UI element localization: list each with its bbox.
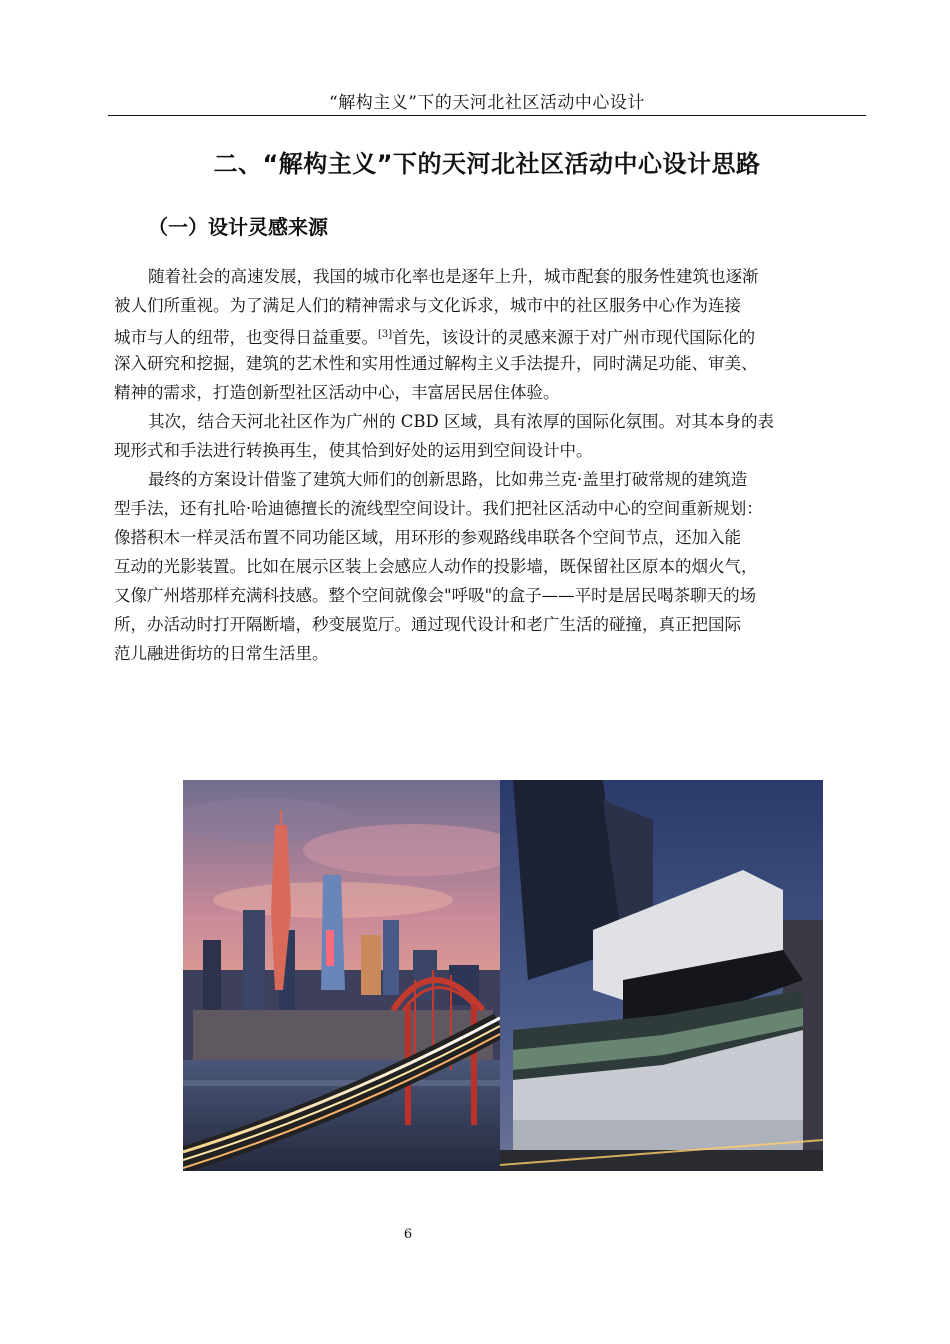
running-header: “解构主义”下的天河北社区活动中心设计 [329,93,645,113]
paragraph-1-line: 深入研究和挖掘，建筑的艺术性和实用性通过解构主义手法提升，同时满足功能、审美、 [114,354,758,373]
deconstructivist-building-photo [500,780,823,1171]
citation-marker: [3] [378,329,393,340]
figure-photo-pair [183,780,823,1171]
paragraph-3-line: 所，办活动时打开隔断墙，秒变展览厅。通过现代设计和老广生活的碰撞，真正把国际 [114,615,741,634]
page-number: 6 [403,1227,413,1242]
paragraph-1-line [114,320,864,349]
header-rule [108,115,866,116]
paragraph-3-line: 互动的光影装置。比如在展示区装上会感应人动作的投影墙，既保留社区原本的烟火气， [114,557,758,576]
paragraph-1-line: 随着社会的高速发展，我国的城市化率也是逐年上升，城市配套的服务性建筑也逐渐 [148,267,759,286]
paragraph-2-line: 现形式和手法进行转换再生，使其恰到好处的运用到空间设计中。 [114,441,593,460]
paragraph-1-line: 精神的需求，打造创新型社区活动中心，丰富居民居住体验。 [114,383,560,402]
paragraph-3-line: 最终的方案设计借鉴了建筑大师们的创新思路，比如弗兰克·盖里打破常规的建筑造 [148,470,748,489]
body-text [114,262,864,668]
paragraph-1-text: 首先，该设计的灵感来源于对广州市现代国际化的 [392,328,756,347]
paragraph-3-line: 型手法，还有扎哈·哈迪德擅长的流线型空间设计。我们把社区活动中心的空间重新规划： [114,499,763,518]
paragraph-3-line: 范儿融进街坊的日常生活里。 [114,644,329,663]
guangzhou-skyline-photo [183,780,523,1171]
paragraph-1-text: 城市与人的纽带，也变得日益重要。 [114,328,378,347]
paragraph-3-line: 又像广州塔那样充满科技感。整个空间就像会"呼吸"的盒子——平时是居民喝茶聊天的场 [114,586,757,605]
chapter-title: 二、“解构主义”下的天河北社区活动中心设计思路 [213,150,761,178]
paragraph-1-line: 被人们所重视。为了满足人们的精神需求与文化诉求，城市中的社区服务中心作为连接 [114,296,741,315]
section-title: （一）设计灵感来源 [148,215,328,239]
paragraph-3-line: 像搭积木一样灵活布置不同功能区域，用环形的参观路线串联各个空间节点，还加入能 [114,528,741,547]
paragraph-2-line: 其次，结合天河北社区作为广州的 CBD 区域，具有浓厚的国际化氛围。对其本身的表 [148,412,774,431]
